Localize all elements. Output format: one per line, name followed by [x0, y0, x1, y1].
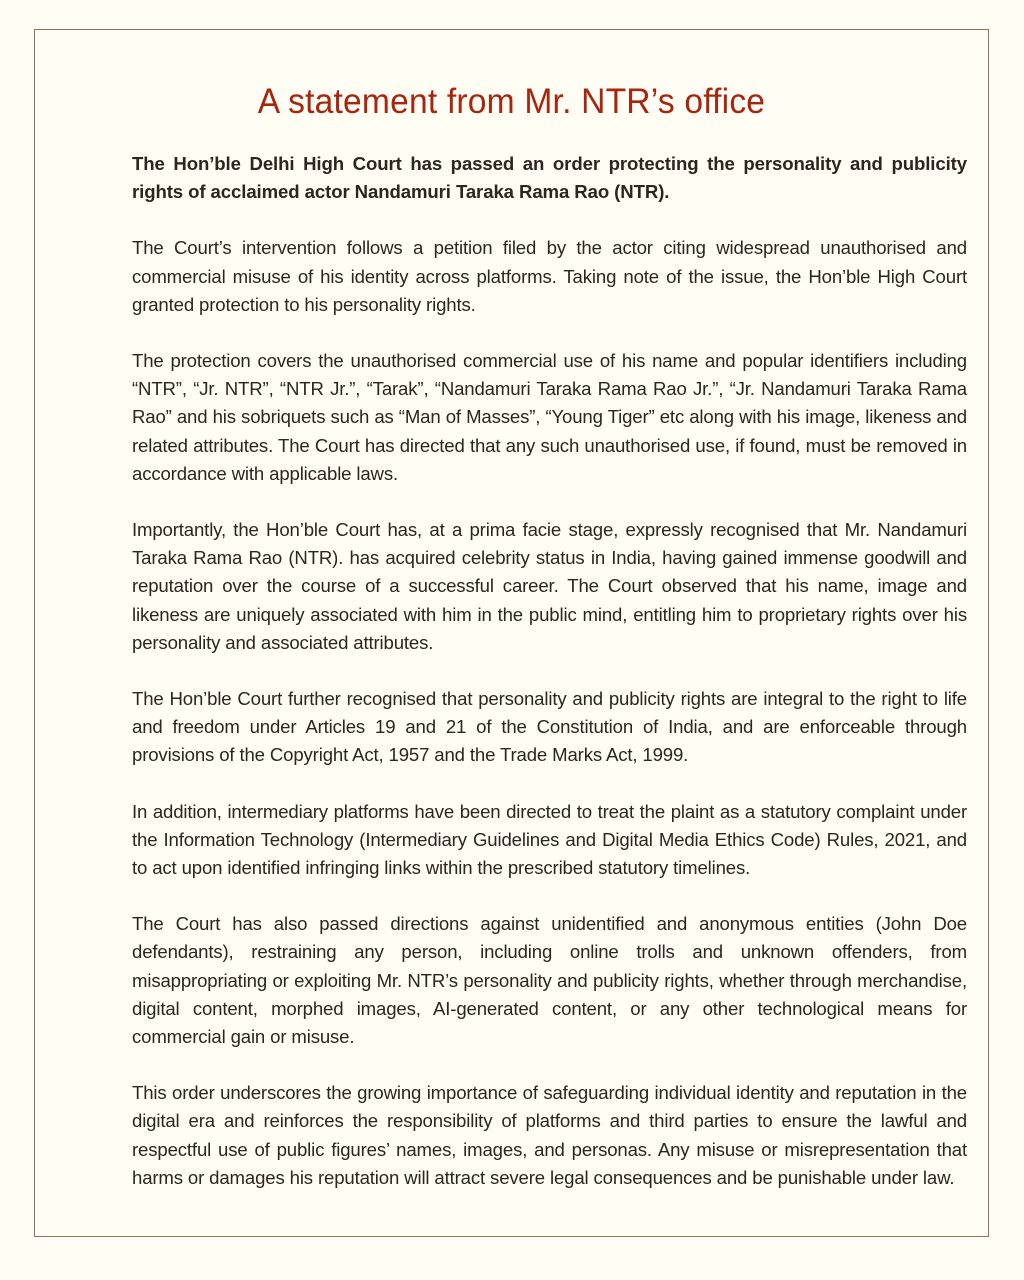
paragraph-conclusion: This order underscores the growing importance of safeguarding individual identity and reputation in the digital era and reinforces the responsibility of platforms and third parties to ensure the lawful and respectful use of public figures’ names, images, and personas. Any misuse or misrepresentation that harms or damages his reputation will attract severe legal consequences and be punishable under law. [132, 1082, 967, 1188]
paragraph-lead: The Hon’ble Delhi High Court has passed an order protecting the personality and publicity rights of acclaimed actor Nandamuri Taraka Rama Rao (NTR). [132, 153, 967, 203]
paragraph-protection-scope: The protection covers the unauthorised commercial use of his name and popular identifiers including “NTR”, “Jr. NTR”, “NTR Jr.”, “Tarak”, “Nandamuri Taraka Rama Rao Jr.”, “Jr. Nandamuri Taraka Rama Rao” and his sobriquets such as “Man of Masses”, “Young Tiger” etc along with his image, likeness and related attributes. The Court has directed that any such unauthorised use, if found, must be removed in accordance with applicable laws. [132, 350, 967, 484]
statement-body [132, 150, 967, 1220]
paragraph-constitutional-rights: The Hon’ble Court further recognised that personality and publicity rights are integral to the right to life and freedom under Articles 19 and 21 of the Constitution of India, and are enforceable through provisions of the Copyright Act, 1957 and the Trade Marks Act, 1999. [132, 688, 967, 766]
statement-title: A statement from Mr. NTR’s office [257, 82, 766, 121]
paragraph-intermediaries: In addition, intermediary platforms have been directed to treat the plaint as a statutory complaint under the Information Technology (Intermediary Guidelines and Digital Media Ethics Code) Rules, 2021, and to act upon identified infringing links within the prescribed statutory timelines. [132, 800, 967, 879]
statement-frame [34, 29, 989, 1237]
paragraph-john-doe: The Court has also passed directions against unidentified and anonymous entities (John Doe defendants), restraining any person, including online trolls and unknown offenders, from misappropriating or exploiting Mr. NTR’s personality and publicity rights, whether through merchandise, digital content, morphed images, AI-generated content, or any other technological means for commercial gain or misuse. [132, 913, 967, 1048]
paragraph-petition: The Court’s intervention follows a petition filed by the actor citing widespread unauthorised and commercial misuse of his identity across platforms. Taking note of the issue, the Hon’ble High Court granted protection to his personality rights. [132, 237, 967, 315]
paragraph-celebrity-status: Importantly, the Hon’ble Court has, at a prima facie stage, expressly recognised that Mr. Nandamuri Taraka Rama Rao (NTR). has acquired celebrity status in India, having gained immense goodwill and reputation over the course of a successful career. The Court observed that his name, image and likeness are uniquely associated with him in the public mind, entitling him to proprietary rights over his personality and associated attributes. [132, 519, 967, 653]
